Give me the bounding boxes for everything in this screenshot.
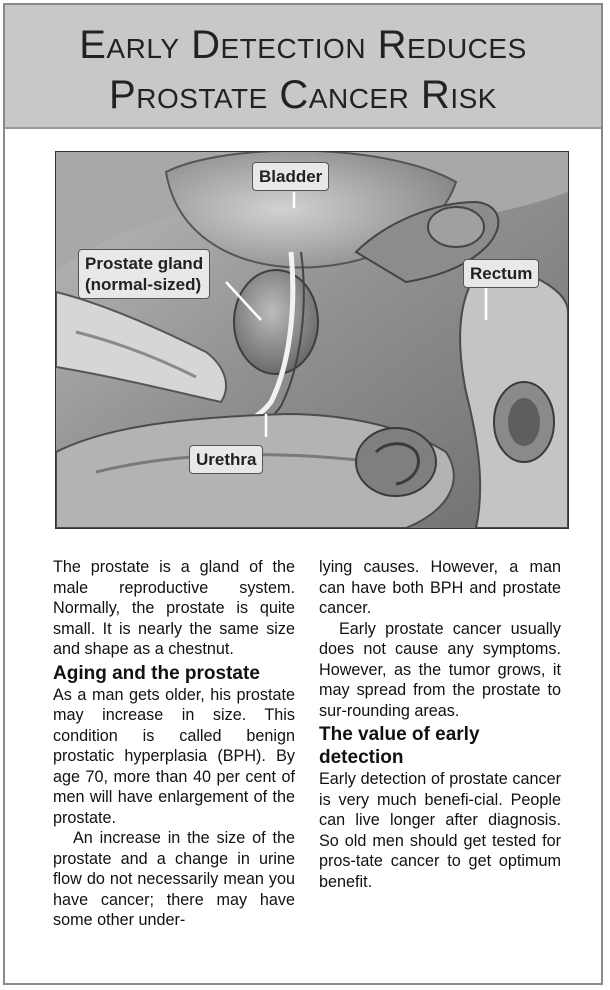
title-banner bbox=[5, 5, 601, 129]
anatomy-illustration bbox=[55, 151, 569, 529]
section-heading-early-detection: The value of early detection bbox=[319, 724, 480, 768]
aging-paragraph-2: An increase in the size of the prostate and a change in urine flow do not necessarily mean you have cancer; there may have some other under- bbox=[53, 829, 295, 929]
aging-paragraph-1: As a man gets older, his prostate may increase in size. This condition is called benign prostatic hyperplasia (BPH). By age 70, more than 40 per cent of men will have enlargement of the prostate. bbox=[53, 685, 295, 827]
anatomy-drawing bbox=[56, 152, 568, 528]
section-heading-aging: Aging and the prostate bbox=[53, 662, 260, 684]
label-rectum: Rectum bbox=[463, 259, 539, 288]
title-line-2: Prostate Cancer Risk bbox=[109, 73, 497, 117]
aging-paragraph-3: Early prostate cancer usually does not cause any symptoms. However, as the tumor grows, it may spread from the prostate to sur-rounding areas. bbox=[319, 619, 561, 720]
label-prostate-line-1: Prostate gland bbox=[85, 254, 204, 273]
early-detection-paragraph: Early detection of prostate cancer is very much benefi-cial. People can live longer after diagnosis. So old men should get tested for pros-tate cancer to get optimum benefit. bbox=[319, 770, 561, 891]
aging-paragraph-2-continued: lying causes. However, a man can have both BPH and prostate cancer. bbox=[319, 558, 561, 617]
label-prostate-line-2: (normal-sized) bbox=[85, 275, 202, 294]
label-prostate-gland bbox=[78, 249, 210, 299]
intro-paragraph: The prostate is a gland of the male reproductive system. Normally, the prostate is quite small. It is nearly the same size and shape as a chestnut. bbox=[53, 558, 295, 658]
label-urethra: Urethra bbox=[189, 445, 263, 474]
article-column-right bbox=[319, 557, 561, 892]
title-line-1: Early Detection Reduces bbox=[79, 23, 527, 67]
article-column-left bbox=[53, 557, 295, 931]
label-bladder: Bladder bbox=[252, 162, 329, 191]
